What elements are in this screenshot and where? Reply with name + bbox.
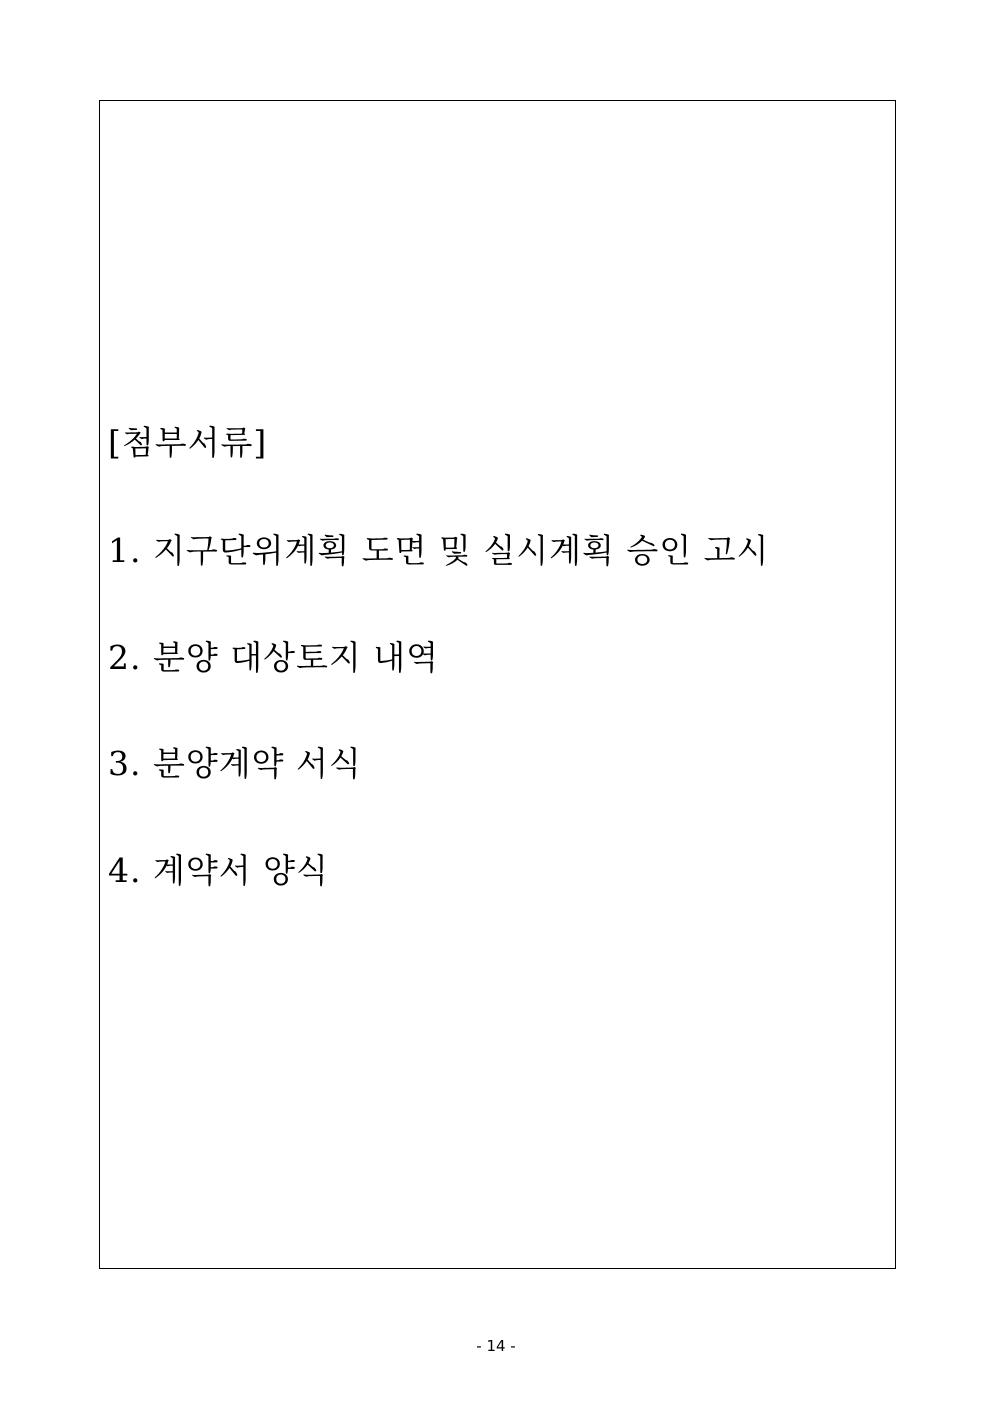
attachments-heading: [첨부서류] <box>108 423 268 462</box>
page-number: - 14 - <box>476 1337 516 1355</box>
attachment-item-3: 3. 분양계약 서식 <box>108 744 362 783</box>
attachment-item-4: 4. 계약서 양식 <box>108 851 329 890</box>
attachment-item-1: 1. 지구단위계획 도면 및 실시계획 승인 고시 <box>108 531 770 570</box>
attachment-frame <box>99 100 896 1269</box>
attachment-item-2: 2. 분양 대상토지 내역 <box>108 638 439 677</box>
